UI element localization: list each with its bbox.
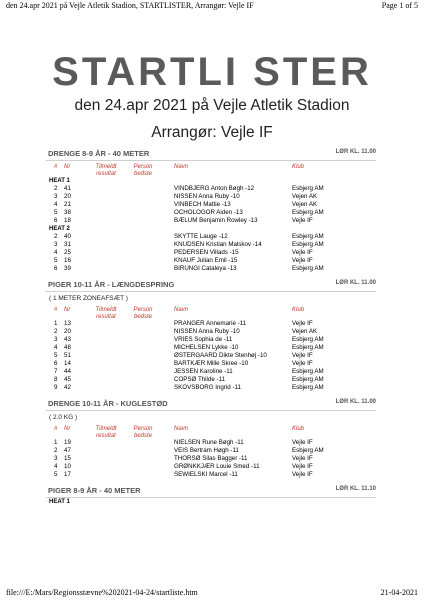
row-position: 5	[54, 471, 58, 478]
footer-date: 21-04-2021	[380, 588, 418, 597]
club-name: Vejle IF	[292, 455, 313, 462]
row-position: 7	[54, 368, 58, 375]
table-row	[46, 455, 376, 463]
row-position: 4	[54, 463, 58, 470]
col-name: Navn	[174, 307, 189, 313]
athlete-name: VINDBJERG Anton Bøgh -12	[174, 185, 255, 192]
row-number: 21	[64, 201, 71, 208]
event-note: ( 2.0 KG )	[49, 414, 78, 421]
row-position: 3	[54, 336, 58, 343]
row-position: 2	[54, 328, 58, 335]
event-time: LØR KL. 11.10	[335, 486, 376, 492]
table-row	[46, 368, 376, 376]
row-position: 4	[54, 344, 58, 351]
col-registered: Tilmeldt resultat	[95, 426, 117, 439]
table-row	[46, 352, 376, 360]
col-name: Navn	[174, 164, 189, 170]
col-club: Klub	[292, 426, 305, 432]
row-position: 5	[54, 352, 58, 359]
athlete-name: SKOVSBORG Ingrid -11	[174, 384, 241, 391]
col-best: Person bedste	[133, 426, 153, 439]
table-row	[46, 463, 376, 471]
table-row	[46, 360, 376, 368]
event-time: LØR KL. 11.00	[335, 280, 376, 286]
club-name: Vejle IF	[292, 360, 313, 367]
table-row	[46, 193, 376, 201]
club-name: Vejen AK	[292, 328, 318, 335]
athlete-name: NISSEN Anna Ruby -10	[174, 328, 240, 335]
athlete-name: SEWIELSKI Marcel -11	[174, 471, 238, 478]
table-row	[46, 376, 376, 384]
athlete-name: VRIES Sophia de -11	[174, 336, 233, 343]
club-name: Vejle IF	[292, 257, 313, 264]
athlete-name: BARTKÆR Mille Skree -10	[174, 360, 249, 367]
col-nr: Nr	[64, 426, 71, 432]
club-name: Esbjerg AM	[292, 376, 324, 383]
col-best: Person bedste	[133, 164, 153, 177]
event-time: LØR KL. 11.00	[335, 149, 376, 155]
row-position: 1	[54, 439, 58, 446]
athlete-name: THORSØ Silas Bagger -11	[174, 455, 248, 462]
table-row	[46, 447, 376, 455]
table-row	[46, 328, 376, 336]
row-position: 8	[54, 376, 58, 383]
print-header	[6, 0, 418, 12]
col-nr: Nr	[64, 307, 71, 313]
row-position: 3	[54, 455, 58, 462]
row-number: 42	[64, 384, 71, 391]
club-name: Vejle IF	[292, 463, 313, 470]
event-note: ( 1 METER ZONEAFSÆT )	[49, 295, 128, 302]
col-pos: #	[54, 307, 58, 313]
athlete-name: BÆLUM Benjamin Rowley -13	[174, 217, 258, 224]
table-row	[46, 233, 376, 241]
club-name: Vejle IF	[292, 352, 313, 359]
document-organizer: Arrangør: Vejle IF	[151, 124, 273, 141]
row-number: 39	[64, 265, 71, 272]
club-name: Vejen AK	[292, 201, 318, 208]
athlete-name: PEDERSEN Villads -15	[174, 249, 239, 256]
club-name: Vejle IF	[292, 217, 313, 224]
club-name: Esbjerg AM	[292, 368, 324, 375]
row-number: 31	[64, 241, 71, 248]
row-number: 44	[64, 368, 71, 375]
row-number: 10	[64, 463, 71, 470]
row-position: 6	[54, 217, 58, 224]
row-position: 5	[54, 257, 58, 264]
row-number: 16	[64, 257, 71, 264]
row-position: 2	[54, 185, 58, 192]
athlete-name: VINBECH Mattie -13	[174, 201, 231, 208]
club-name: Esbjerg AM	[292, 185, 324, 192]
row-number: 25	[64, 249, 71, 256]
row-number: 43	[64, 336, 71, 343]
row-position: 3	[54, 241, 58, 248]
col-name: Navn	[174, 426, 189, 432]
heat-label: HEAT 2	[49, 226, 70, 232]
page-indicator: Page 1 of 5	[381, 1, 418, 10]
athlete-name: OCHOLOGOR Aiden -13	[174, 209, 243, 216]
col-pos: #	[54, 426, 58, 432]
row-number: 13	[64, 320, 71, 327]
row-position: 3	[54, 193, 58, 200]
row-number: 47	[64, 447, 71, 454]
club-name: Esbjerg AM	[292, 233, 324, 240]
athlete-name: SKYTTE Lauge -12	[174, 233, 228, 240]
club-name: Vejle IF	[292, 249, 313, 256]
event-header	[46, 146, 376, 161]
event-section	[46, 396, 376, 479]
row-position: 4	[54, 201, 58, 208]
club-name: Esbjerg AM	[292, 384, 324, 391]
athlete-name: BIRUNGI Cataleya -13	[174, 265, 237, 272]
row-number: 15	[64, 455, 71, 462]
event-title: DRENGE 8-9 ÅR - 40 METER	[48, 149, 150, 158]
col-registered: Tilmeldt resultat	[95, 307, 117, 320]
row-number: 19	[64, 439, 71, 446]
club-name: Esbjerg AM	[292, 265, 324, 272]
heat-label: HEAT 1	[49, 499, 70, 505]
club-name: Vejle IF	[292, 471, 313, 478]
print-header-title: den 24.apr 2021 på Vejle Atletik Stadion, STARTLISTER, Arrangør: Vejle IF	[6, 1, 254, 10]
club-name: Vejen AK	[292, 193, 318, 200]
table-row	[46, 257, 376, 265]
athlete-name: GRØNKKJÆR Louie Smed -11	[174, 463, 260, 470]
table-row	[46, 201, 376, 209]
document-subtitle: den 24.apr 2021 på Vejle Atletik Stadion	[74, 97, 350, 114]
table-row	[46, 241, 376, 249]
col-pos: #	[54, 164, 58, 170]
athlete-name: NIELSEN Rune Bøgh -11	[174, 439, 244, 446]
event-header	[46, 483, 376, 498]
row-position: 5	[54, 209, 58, 216]
athlete-name: KNAUF Julian Emil -15	[174, 257, 238, 264]
club-name: Esbjerg AM	[292, 344, 324, 351]
print-footer	[6, 588, 418, 600]
event-title: DRENGE 10-11 ÅR - KUGLESTØD	[48, 399, 168, 408]
col-club: Klub	[292, 307, 305, 313]
row-number: 17	[64, 471, 71, 478]
document-title: STARTLI STER	[52, 50, 372, 94]
row-position: 6	[54, 265, 58, 272]
table-row	[46, 471, 376, 479]
club-name: Esbjerg AM	[292, 209, 324, 216]
row-position: 2	[54, 233, 58, 240]
row-number: 45	[64, 376, 71, 383]
col-nr: Nr	[64, 164, 71, 170]
row-number: 14	[64, 360, 71, 367]
athlete-name: NISSEN Anna Ruby -10	[174, 193, 240, 200]
table-row	[46, 344, 376, 352]
club-name: Esbjerg AM	[292, 447, 324, 454]
footer-file-path: file:///E:/Mars/Regionsstævne%202021-04-24/startliste.htm	[6, 588, 198, 597]
row-number: 38	[64, 209, 71, 216]
heat-label: HEAT 1	[49, 178, 70, 184]
table-row	[46, 320, 376, 328]
athlete-name: JESSEN Karoline -11	[174, 368, 233, 375]
row-number: 41	[64, 185, 71, 192]
table-row	[46, 209, 376, 217]
row-number: 40	[64, 233, 71, 240]
event-title: PIGER 10-11 ÅR - LÆNGDESPRING	[48, 280, 175, 289]
athlete-name: ØSTERGAARD Dikte Stenhøj -10	[174, 352, 267, 359]
row-number: 48	[64, 344, 71, 351]
table-row	[46, 217, 376, 225]
athlete-name: PRANGER Annemarie -11	[174, 320, 247, 327]
event-section	[46, 483, 376, 506]
row-position: 4	[54, 249, 58, 256]
event-section	[46, 146, 376, 273]
table-row	[46, 249, 376, 257]
table-row	[46, 439, 376, 447]
club-name: Esbjerg AM	[292, 241, 324, 248]
event-header	[46, 396, 376, 411]
row-position: 2	[54, 447, 58, 454]
row-position: 9	[54, 384, 58, 391]
club-name: Vejle IF	[292, 439, 313, 446]
athlete-name: KNUDSEN Kristian Malskov -14	[174, 241, 262, 248]
row-number: 18	[64, 217, 71, 224]
athlete-name: VEIS Bertram Høgh -11	[174, 447, 239, 454]
row-number: 51	[64, 352, 71, 359]
row-position: 1	[54, 320, 58, 327]
col-registered: Tilmeldt resultat	[95, 164, 117, 177]
event-title: PIGER 8-9 ÅR - 40 METER	[48, 486, 141, 495]
row-number: 20	[64, 193, 71, 200]
column-headers	[46, 161, 376, 177]
club-name: Vejle IF	[292, 320, 313, 327]
event-header	[46, 277, 376, 292]
table-row	[46, 185, 376, 193]
athlete-name: COPSØ Thilde -11	[174, 376, 226, 383]
row-number: 20	[64, 328, 71, 335]
event-time: LØR KL. 11.00	[335, 399, 376, 405]
column-headers	[46, 423, 376, 439]
row-position: 6	[54, 360, 58, 367]
table-row	[46, 384, 376, 392]
startlist-content	[46, 146, 376, 510]
table-row	[46, 265, 376, 273]
col-club: Klub	[292, 164, 305, 170]
column-headers	[46, 304, 376, 320]
event-section	[46, 277, 376, 392]
col-best: Person bedste	[133, 307, 153, 320]
club-name: Esbjerg AM	[292, 336, 324, 343]
athlete-name: MICHELSEN Lykke -10	[174, 344, 239, 351]
table-row	[46, 336, 376, 344]
